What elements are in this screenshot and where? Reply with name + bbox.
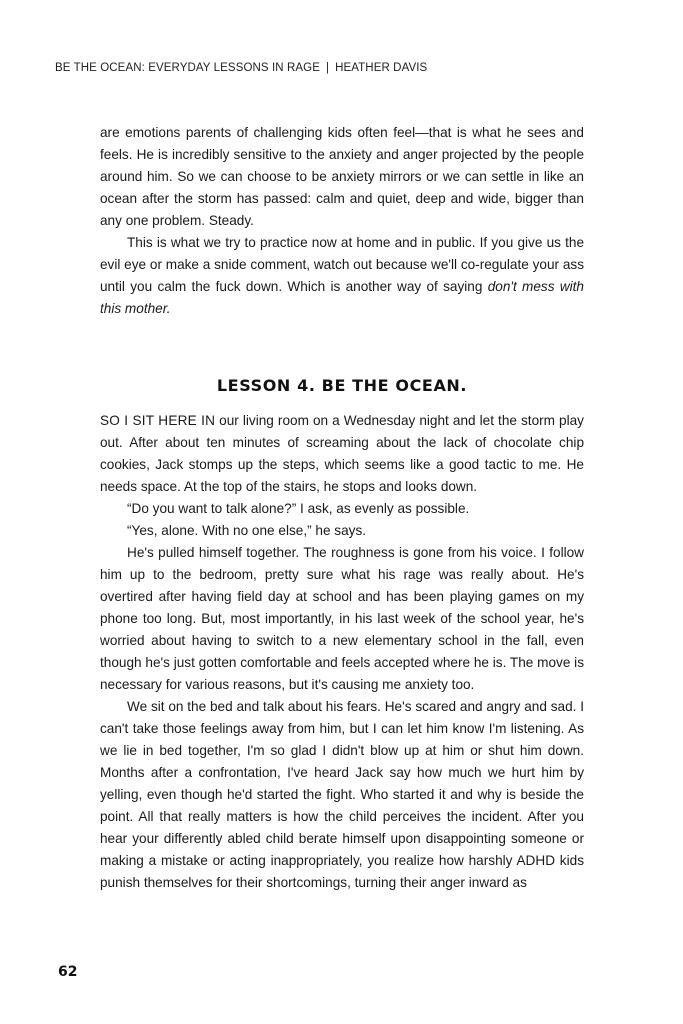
lesson-text <box>100 410 584 894</box>
header-book-title: BE THE OCEAN: EVERYDAY LESSONS IN RAGE <box>55 62 320 74</box>
lesson-paragraph-1 <box>100 410 584 498</box>
intro-paragraph-2-italic: don't mess with this mother. <box>100 279 584 316</box>
header-separator: | <box>325 62 330 74</box>
header-author: HEATHER DAVIS <box>335 62 428 74</box>
intro-paragraph-2 <box>100 232 584 320</box>
running-header <box>55 62 427 74</box>
page-number: 62 <box>58 964 78 980</box>
intro-text <box>100 122 584 320</box>
lesson-paragraph-5: We sit on the bed and talk about his fears. He's scared and angry and sad. I can't take those feelings away from him, but I can let him know I'm listening. As we lie in bed together, I'm so glad I didn't blow up at him or shut him down. Months after a confrontation, I've heard Jack say how much we hurt him by yelling, even though he'd started the fight. Who started it and why is beside the point. All that really matters is how the child perceives the incident. After you hear your differently abled child berate himself upon disappointing someone or making a mistake or acting inappropriately, you realize how harshly ADHD kids punish themselves for their shortcomings, turning their anger inward as <box>100 699 584 890</box>
lesson-lead-in: SO I SIT HERE IN <box>100 413 216 428</box>
lesson-paragraph-3: “Yes, alone. With no one else,” he says. <box>127 523 367 538</box>
lesson-paragraph-2: “Do you want to talk alone?” I ask, as evenly as possible. <box>127 501 470 516</box>
lesson-title: LESSON 4. BE THE OCEAN. <box>216 376 468 395</box>
intro-paragraph-1: are emotions parents of challenging kids often feel—that is what he sees and feels. He is incredibly sensitive to the anxiety and anger projected by the people around him. So we can choose to be anxiety mirrors or we can settle in like an ocean after the storm has passed: calm and quiet, deep and wide, bigger than any one problem. Steady. <box>100 125 584 228</box>
lesson-paragraph-4: He's pulled himself together. The roughness is gone from his voice. I follow him up to the bedroom, pretty sure what his rage was really about. He's overtired after having field day at school and has been playing games on my phone too long. But, most importantly, in his last week of the school year, he's worried about having to switch to a new elementary school in the fall, even though he's just gotten comfortable and feels accepted where he is. The move is necessary for various reasons, but it's causing me anxiety too. <box>100 545 584 692</box>
lesson-paragraph-1-rest: our living room on a Wednesday night and let the storm play out. After about ten minutes of screaming about the lack of chocolate chip cookies, Jack stomps up the steps, which seems like a good tactic to me. He needs space. At the top of the stairs, he stops and looks down. <box>100 413 584 494</box>
intro-paragraph-2-text: This is what we try to practice now at home and in public. If you give us the evil eye or make a snide comment, watch out because we'll co-regulate your ass until you calm the fuck down. Which is another way of saying <box>100 235 584 294</box>
